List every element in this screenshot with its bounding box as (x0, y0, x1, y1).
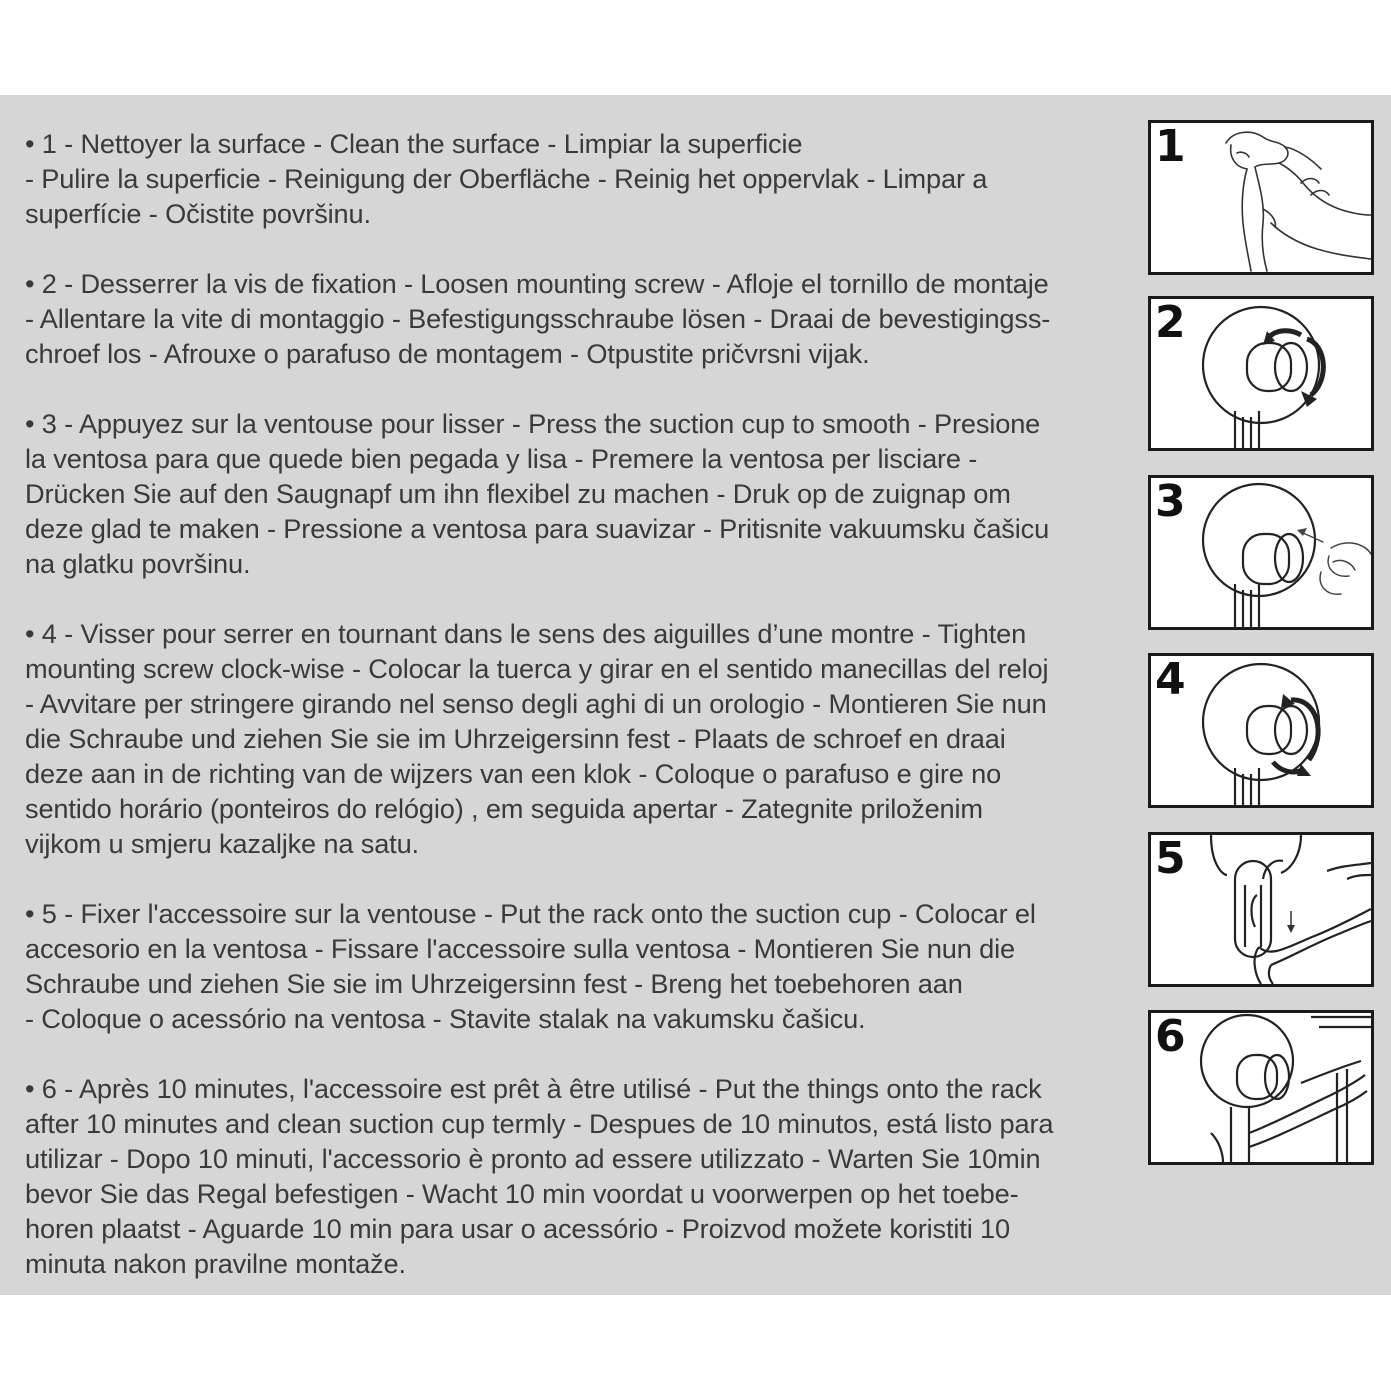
step-line: • 5 - Fixer l'accessoire sur la ventouse - Put the rack onto the suction cup - Colocar el (25, 898, 1036, 929)
step-line: superfície - Očistite površinu. (25, 198, 371, 229)
figure-number: 2 (1155, 297, 1186, 348)
step-1-text (25, 126, 1135, 231)
step-line: • 4 - Visser pour serrer en tournant dans le sens des aiguilles d’une montre - Tighten (25, 618, 1027, 649)
step-line: Drücken Sie auf den Saugnapf um ihn flexibel zu machen - Druk op de zuignap om (25, 478, 1011, 509)
step-line: after 10 minutes and clean suction cup termly - Despues de 10 minutos, está listo para (25, 1108, 1054, 1139)
step-5-text (25, 896, 1135, 1036)
step-4-text (25, 616, 1135, 861)
figure-step-4 (1148, 653, 1374, 808)
step-line: • 6 - Après 10 minutes, l'accessoire est prêt à être utilisé - Put the things onto the rack (25, 1073, 1042, 1104)
step-line: accesorio en la ventosa - Fissare l'accessoire sulla ventosa - Montieren Sie nun die (25, 933, 1015, 964)
figure-step-3 (1148, 475, 1374, 630)
figure-step-1 (1148, 120, 1374, 275)
step-line: bevor Sie das Regal befestigen - Wacht 10 min voordat u voorwerpen op het toebe- (25, 1178, 1019, 1209)
figure-number: 1 (1155, 121, 1186, 172)
step-line: mounting screw clock-wise - Colocar la tuerca y girar en el sentido manecillas del reloj (25, 653, 1049, 684)
step-line: • 2 - Desserrer la vis de fixation - Loosen mounting screw - Afloje el tornillo de montaje (25, 268, 1049, 299)
step-line: die Schraube und ziehen Sie sie im Uhrzeigersinn fest - Plaats de schroef en draai (25, 723, 1006, 754)
step-line: utilizar - Dopo 10 minuti, l'accessorio è pronto ad essere utilizzato - Warten Sie 10min (25, 1143, 1041, 1174)
step-line: - Avvitare per stringere girando nel senso degli aghi di un orologio - Montieren Sie nun (25, 688, 1047, 719)
step-line: - Coloque o acessório na ventosa - Stavite stalak na vakumsku čašicu. (25, 1003, 866, 1034)
figure-number: 5 (1155, 833, 1186, 884)
step-6-text (25, 1071, 1135, 1281)
step-line: horen plaatst - Aguarde 10 min para usar o acessório - Proizvod možete koristiti 10 (25, 1213, 1010, 1244)
step-line: • 3 - Appuyez sur la ventouse pour lisser - Press the suction cup to smooth - Presione (25, 408, 1041, 439)
step-2-text (25, 266, 1135, 371)
step-line: na glatku površinu. (25, 548, 251, 579)
step-line: deze glad te maken - Pressione a ventosa para suavizar - Pritisnite vakuumsku čašicu (25, 513, 1050, 544)
step-line: la ventosa para que quede bien pegada y lisa - Premere la ventosa per lisciare - (25, 443, 978, 474)
step-line: - Allentare la vite di montaggio - Befestigungsschraube lösen - Draai de bevestigingss- (25, 303, 1051, 334)
step-line: - Pulire la superficie - Reinigung der Oberfläche - Reinig het oppervlak - Limpar a (25, 163, 988, 194)
step-line: deze aan in de richting van de wijzers van een klok - Coloque o parafuso e gire no (25, 758, 1002, 789)
step-3-text (25, 406, 1135, 581)
figure-number: 4 (1155, 654, 1186, 705)
step-line: minuta nakon pravilne montaže. (25, 1248, 406, 1279)
figure-step-6 (1148, 1010, 1374, 1165)
step-line: chroef los - Afrouxe o parafuso de montagem - Otpustite pričvrsni vijak. (25, 338, 870, 369)
figure-step-5 (1148, 832, 1374, 987)
instruction-steps (25, 126, 1135, 1316)
step-line: Schraube und ziehen Sie sie im Uhrzeigersinn fest - Breng het toebehoren aan (25, 968, 963, 999)
step-line: sentido horário (ponteiros do relógio) , em seguida apertar - Zategnite priloženim (25, 793, 983, 824)
step-line: vijkom u smjeru kazaljke na satu. (25, 828, 419, 859)
step-line: • 1 - Nettoyer la surface - Clean the surface - Limpiar la superficie (25, 128, 803, 159)
figure-number: 6 (1155, 1011, 1186, 1062)
figure-number: 3 (1155, 476, 1186, 527)
figure-step-2 (1148, 296, 1374, 451)
